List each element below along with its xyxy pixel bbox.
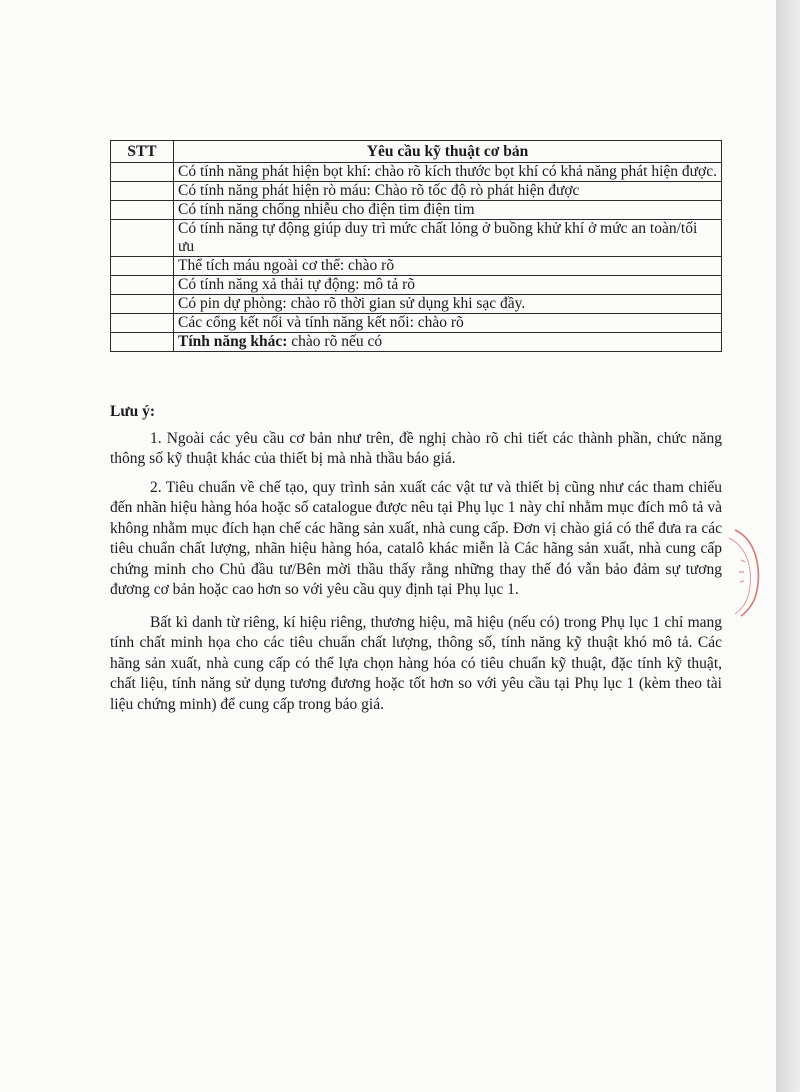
technical-requirements-table: [110, 140, 722, 352]
table-row: [111, 295, 722, 314]
requirement-cell: Có tính năng phát hiện bọt khí: chào rõ kích thước bọt khí có khả năng phát hiện được.: [174, 163, 722, 182]
table-row: [111, 201, 722, 220]
requirement-cell: Có tính năng phát hiện rò máu: Chào rõ tốc độ rò phát hiện được: [174, 182, 722, 201]
requirement-cell: Có tính năng tự động giúp duy trì mức chất lỏng ở buồng khử khí ở mức an toàn/tối ưu: [174, 220, 722, 257]
table-row: [111, 163, 722, 182]
header-requirement: Yêu cầu kỹ thuật cơ bản: [174, 141, 722, 163]
requirement-cell: Thể tích máu ngoài cơ thể: chào rõ: [174, 257, 722, 276]
notes-section: [110, 402, 722, 723]
table-row: [111, 276, 722, 295]
note-paragraph-1: 1. Ngoài các yêu cầu cơ bản như trên, đề nghị chào rõ chi tiết các thành phần, chức năng thông số kỹ thuật khác của thiết bị mà nhà thầu báo giá.: [110, 429, 722, 467]
note-paragraph-3: Bất kì danh từ riêng, kí hiệu riêng, thương hiệu, mã hiệu (nếu có) trong Phụ lục 1 chỉ mang tính chất minh họa cho các tiêu chuẩn chất lượng, thông số, tính năng kỹ thuật khó mô tả. Các hãng sản xuất, nhà cung cấp có thể lựa chọn hàng hóa có tiêu chuẩn kỹ thuật, đặc tính kỹ thuật, chất liệu, tính năng sử dụng tương đương hoặc tốt hơn so với yêu cầu tại Phụ lục 1 (kèm theo tài liệu chứng minh) để cung cấp trong báo giá.: [110, 613, 722, 713]
requirement-text: chào rõ nếu có: [287, 333, 383, 350]
stt-cell: [111, 257, 174, 276]
requirement-cell: [174, 333, 722, 352]
requirement-cell: Có pin dự phòng: chào rõ thời gian sử dụng khi sạc đầy.: [174, 295, 722, 314]
stt-cell: [111, 276, 174, 295]
red-seal-stamp-icon: [727, 520, 777, 620]
note-paragraph-2: 2. Tiêu chuẩn về chế tạo, quy trình sản xuất các vật tư và thiết bị cũng như các tham chiếu đến nhãn hiệu hàng hóa hoặc số catalogue được nêu tại Phụ lục 1 này chỉ nhằm mục đích mô tả và không nhằm mục đích hạn chế các hãng sản xuất, nhà cung cấp. Đơn vị chào giá có thể đưa ra các tiêu chuẩn chất lượng, nhãn hiệu hàng hóa, catalô khác miễn là Các hãng sản xuất, nhà cung cấp chứng minh cho Chủ đầu tư/Bên mời thầu thấy rằng những thay thế đó vẫn bảo đảm sự tương đương cơ bản hoặc cao hơn so với yêu cầu quy định tại Phụ lục 1.: [110, 478, 722, 598]
table-row: [111, 333, 722, 352]
requirement-bold-label: Tính năng khác:: [178, 333, 288, 350]
requirement-cell: Các cổng kết nối và tính năng kết nối: chào rõ: [174, 314, 722, 333]
table-row: [111, 220, 722, 257]
header-stt: STT: [111, 141, 174, 163]
stt-cell: [111, 333, 174, 352]
table-header-row: [111, 141, 722, 163]
stt-cell: [111, 220, 174, 257]
stt-cell: [111, 314, 174, 333]
scan-edge: [776, 0, 800, 1092]
stt-cell: [111, 201, 174, 220]
stt-cell: [111, 163, 174, 182]
requirement-cell: Có tính năng xả thải tự động: mô tả rõ: [174, 276, 722, 295]
requirement-cell: Có tính năng chống nhiễu cho điện tim điện tim: [174, 201, 722, 220]
notes-title: Lưu ý:: [110, 403, 156, 420]
stt-cell: [111, 295, 174, 314]
table-row: [111, 314, 722, 333]
table-row: [111, 257, 722, 276]
stt-cell: [111, 182, 174, 201]
table-row: [111, 182, 722, 201]
